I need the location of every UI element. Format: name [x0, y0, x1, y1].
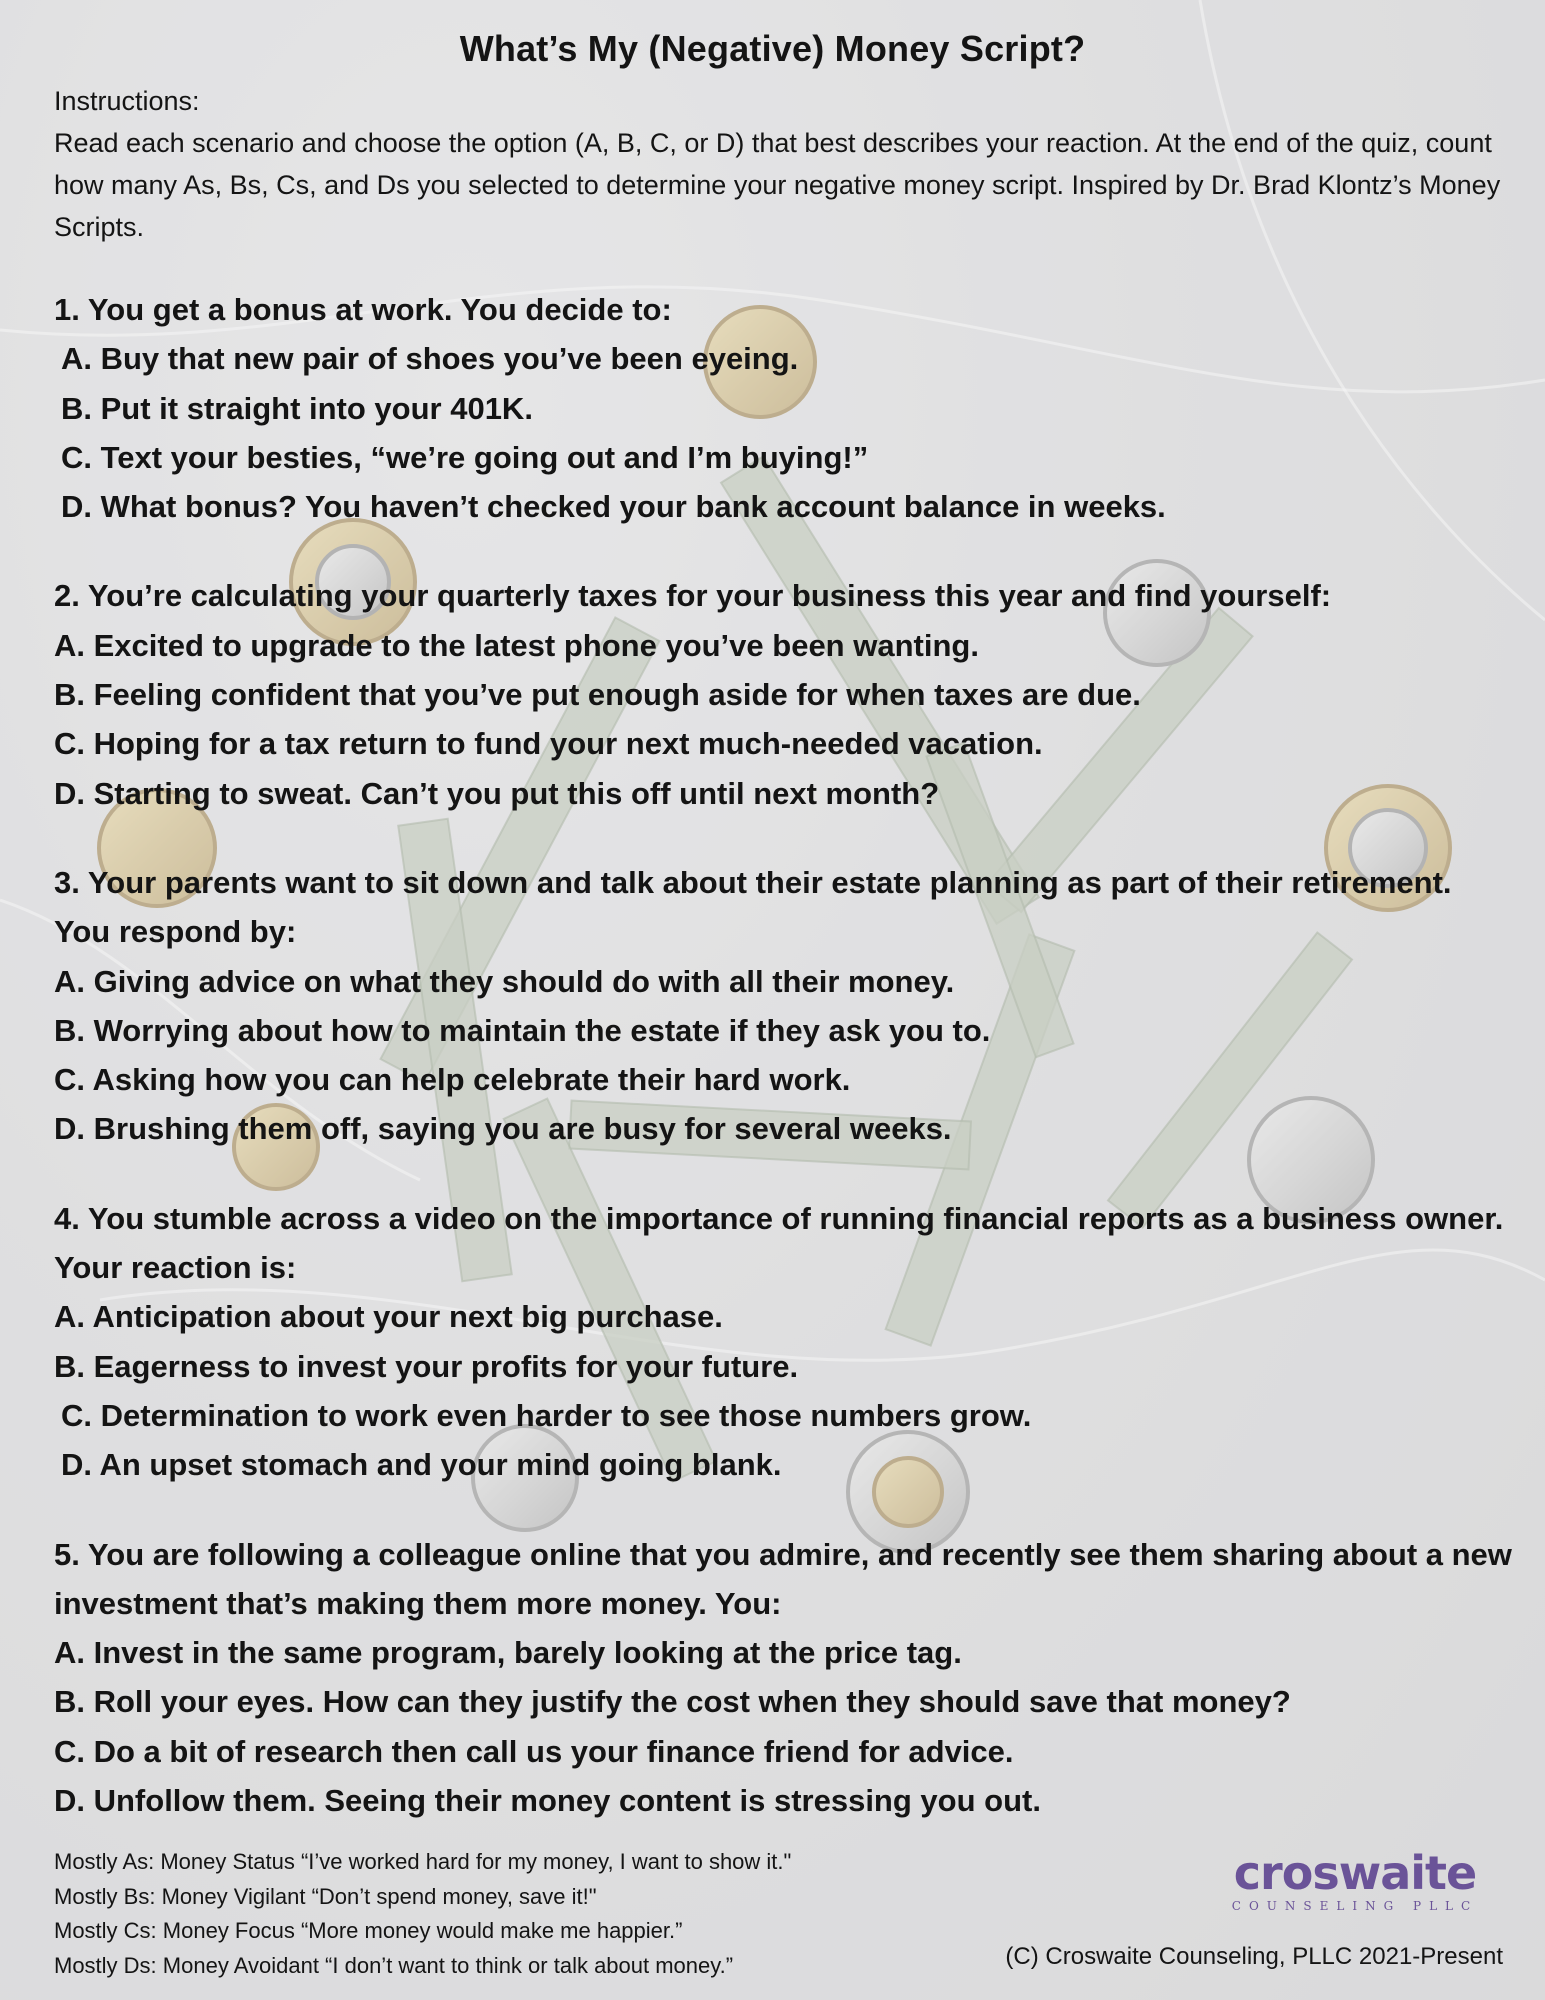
option-a[interactable]: A. Giving advice on what they should do with all their money. — [54, 963, 955, 999]
option-a[interactable]: A. Invest in the same program, barely looking at the price tag. — [54, 1635, 962, 1671]
result-mostly-c: Mostly Cs: Money Focus “More money would make me happier.” — [54, 1918, 683, 1943]
question-prompt: 5. You are following a colleague online that you admire, and recently see them sharing about a new investment that’s making them more money. You: — [54, 1536, 1512, 1621]
option-a[interactable]: A. Anticipation about your next big purchase. — [54, 1299, 723, 1335]
question-list — [54, 285, 1514, 1865]
result-mostly-a: Mostly As: Money Status “I’ve worked hard for my money, I want to show it." — [54, 1849, 792, 1874]
question-3 — [54, 858, 1514, 1154]
question-1 — [54, 285, 1514, 531]
option-b[interactable]: B. Roll your eyes. How can they justify the cost when they should save that money? — [54, 1684, 1291, 1720]
question-4 — [54, 1194, 1514, 1490]
question-prompt: 1. You get a bonus at work. You decide to: — [54, 292, 672, 327]
page-title: What’s My (Negative) Money Script? — [459, 28, 1086, 69]
instructions-body: Read each scenario and choose the option (A, B, C, or D) that best describes your reaction. At the end of the quiz, count how many As, Bs, Cs, and Ds you selected to determine your negative money script. Inspired by Dr. Brad Klontz’s Money Scripts. — [54, 128, 1501, 242]
question-2 — [54, 571, 1514, 817]
option-b[interactable]: B. Worrying about how to maintain the estate if they ask you to. — [54, 1012, 991, 1048]
option-c[interactable]: C. Hoping for a tax return to fund your next much-needed vacation. — [54, 726, 1043, 762]
option-c[interactable]: C. Determination to work even harder to see those numbers grow. — [61, 1397, 1032, 1433]
option-a[interactable]: A. Excited to upgrade to the latest phone you’ve been wanting. — [54, 627, 979, 663]
result-mostly-d: Mostly Ds: Money Avoidant “I don’t want to think or talk about money.” — [54, 1952, 734, 1978]
option-c[interactable]: C. Asking how you can help celebrate their hard work. — [54, 1062, 851, 1098]
option-d[interactable]: D. Unfollow them. Seeing their money content is stressing you out. — [54, 1783, 1041, 1819]
option-c[interactable]: C. Text your besties, “we’re going out and I’m buying!” — [61, 439, 869, 475]
question-5 — [54, 1530, 1514, 1826]
option-d[interactable]: D. What bonus? You haven’t checked your bank account balance in weeks. — [61, 489, 1166, 525]
question-prompt: 2. You’re calculating your quarterly taxes for your business this year and find yourself: — [54, 578, 1332, 614]
result-mostly-b: Mostly Bs: Money Vigilant “Don’t spend money, save it!" — [54, 1883, 597, 1909]
option-b[interactable]: B. Eagerness to invest your profits for your future. — [54, 1348, 799, 1384]
copyright-notice: (C) Croswaite Counseling, PLLC 2021-Present — [1005, 1943, 1503, 1970]
option-c[interactable]: C. Do a bit of research then call us your finance friend for advice. — [54, 1733, 1014, 1769]
logo-subtitle: COUNSELING PLLC — [1231, 1899, 1479, 1913]
option-d[interactable]: D. An upset stomach and your mind going blank. — [61, 1447, 782, 1483]
question-prompt: 3. Your parents want to sit down and talk about their estate planning as part of their retirement. You respond by: — [54, 864, 1452, 950]
results-key — [54, 1845, 1014, 1983]
instructions-heading: Instructions: — [54, 86, 200, 116]
instructions — [54, 80, 1504, 248]
logo-wordmark: croswaite — [1233, 1846, 1477, 1900]
option-d[interactable]: D. Brushing them off, saying you are busy for several weeks. — [54, 1111, 952, 1147]
option-a[interactable]: A. Buy that new pair of shoes you’ve been eyeing. — [61, 341, 799, 377]
croswaite-logo — [1230, 1848, 1480, 1918]
option-b[interactable]: B. Put it straight into your 401K. — [61, 390, 533, 426]
option-b[interactable]: B. Feeling confident that you’ve put enough aside for when taxes are due. — [54, 677, 1141, 713]
option-d[interactable]: D. Starting to sweat. Can’t you put this off until next month? — [54, 775, 940, 811]
question-prompt: 4. You stumble across a video on the importance of running financial reports as a business owner. Your reaction is: — [54, 1200, 1504, 1286]
